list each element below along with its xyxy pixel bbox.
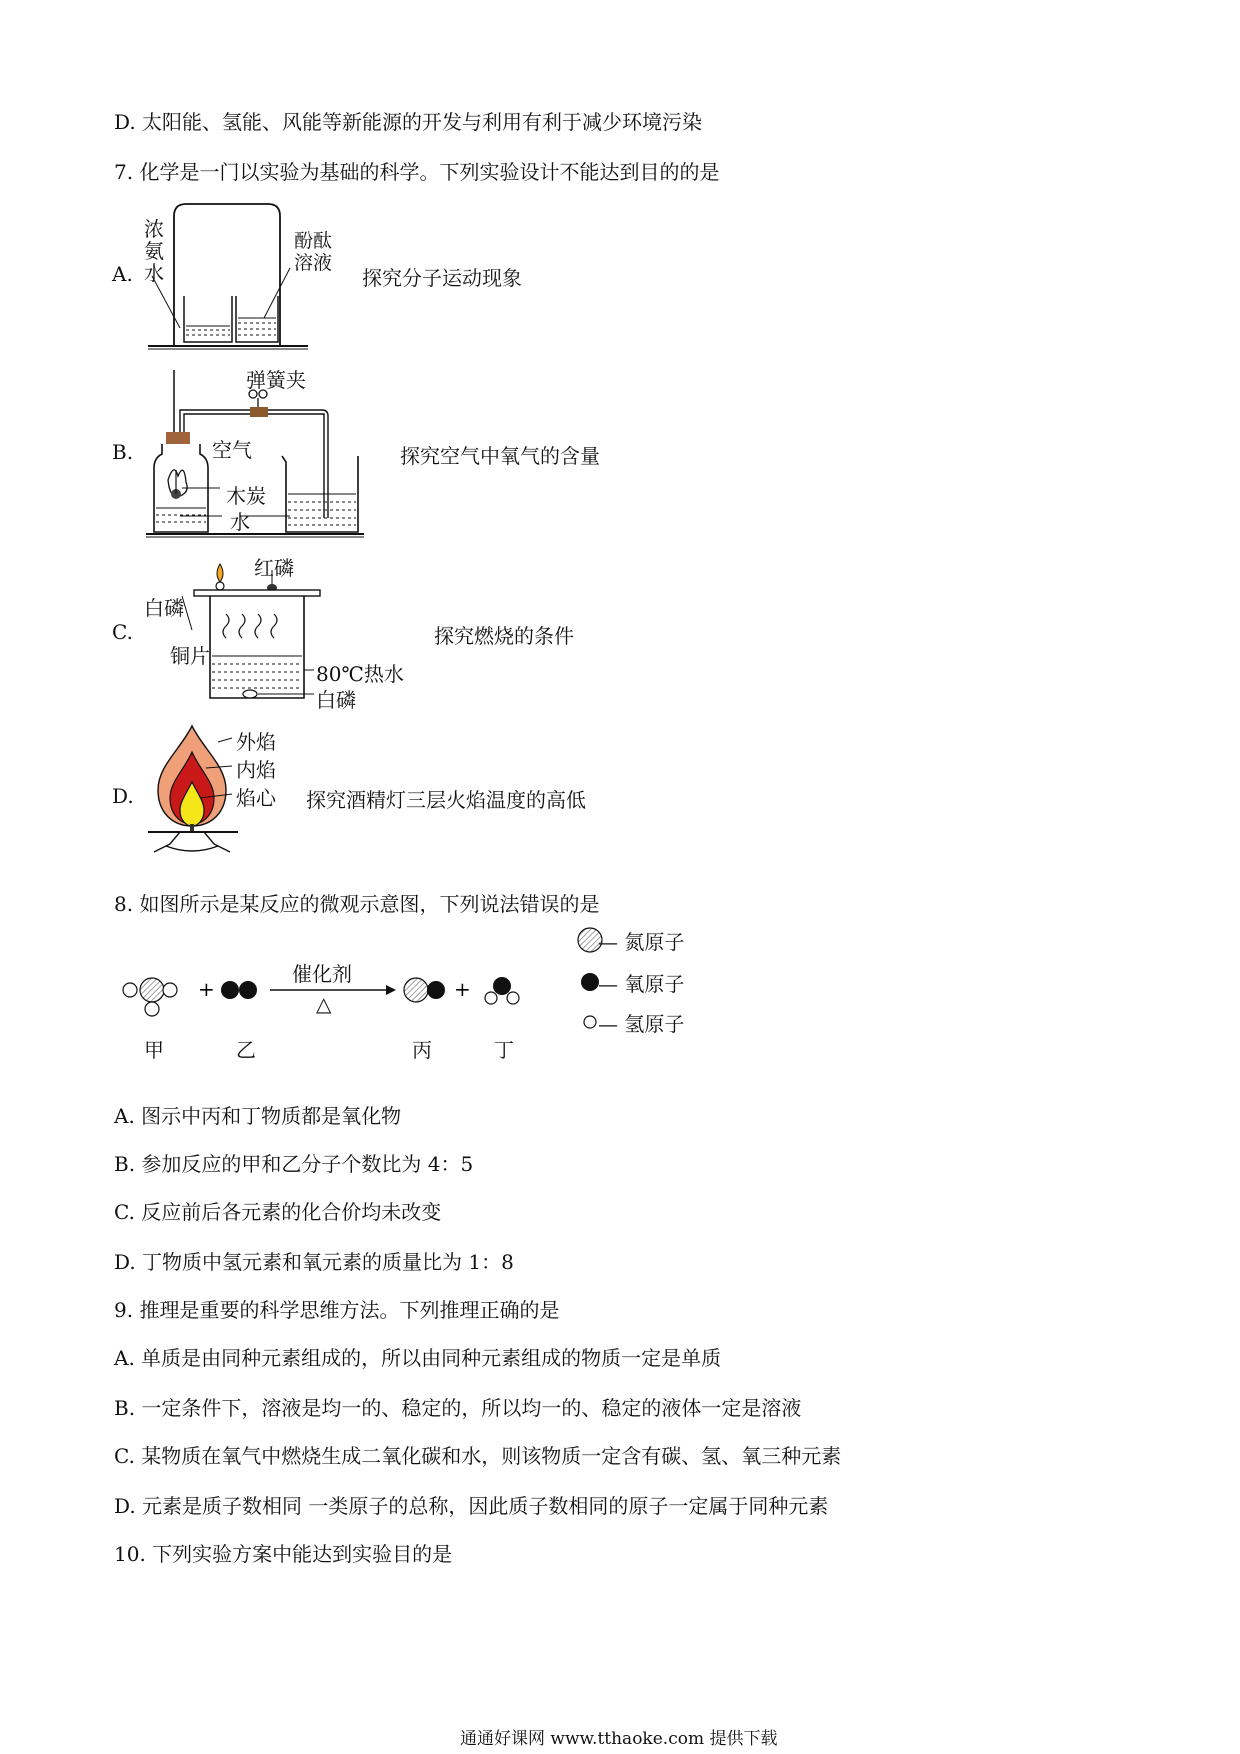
q9-stem: 9. 推理是重要的科学思维方法。下列推理正确的是 — [114, 1298, 560, 1322]
q8-name-yi: 乙 — [236, 1038, 256, 1062]
q7-c-diagram — [180, 560, 320, 710]
q8-name-ding: 丁 — [494, 1038, 514, 1062]
q7-a-phenol-label-1: 酚酞 — [294, 230, 333, 252]
q7-b-charcoal-label: 木炭 — [226, 484, 266, 508]
q8-legend-o: — 氧原子 — [598, 972, 685, 996]
q7-d-inner-label: 内焰 — [236, 758, 276, 782]
q8-option-c: C. 反应前后各元素的化合价均未改变 — [114, 1200, 442, 1224]
q7-a-phenol-label-2: 溶液 — [294, 252, 333, 274]
q7-b-text: 探究空气中氧气的含量 — [400, 444, 600, 468]
q7-c-red-p-label: 红磷 — [254, 556, 294, 580]
q7-d-letter: D. — [112, 784, 134, 808]
q7-d-text: 探究酒精灯三层火焰温度的高低 — [306, 788, 586, 812]
q8-catalyst-label: 催化剂 — [292, 962, 352, 986]
q9-option-d: D. 元素是质子数相同 一类原子的总称，因此质子数相同的原子一定属于同种元素 — [114, 1494, 829, 1518]
q7-c-letter: C. — [112, 620, 133, 644]
page-footer: 通通好课网 www.tthaoke.com 提供下载 — [460, 1729, 778, 1749]
q8-stem: 8. 如图所示是某反应的微观示意图，下列说法错误的是 — [114, 892, 600, 916]
q8-option-a: A. 图示中丙和丁物质都是氧化物 — [114, 1104, 402, 1128]
q7-c-white-p-top-label: 白磷 — [144, 596, 184, 620]
q8-legend-n: — 氮原子 — [598, 930, 685, 954]
q9-option-a: A. 单质是由同种元素组成的，所以由同种元素组成的物质一定是单质 — [114, 1346, 722, 1370]
q7-b-water-label: 水 — [230, 510, 250, 534]
q8-heat-symbol: △ — [316, 992, 332, 1016]
q7-c-text: 探究燃烧的条件 — [434, 624, 574, 648]
q7-a-text: 探究分子运动现象 — [362, 266, 522, 290]
q7-a-ammonia-label: 浓氨水 — [144, 217, 164, 285]
q8-option-b: B. 参加反应的甲和乙分子个数比为 4：5 — [114, 1152, 474, 1176]
q7-c-white-p-bottom-label: 白磷 — [316, 688, 356, 712]
q6-option-d: D. 太阳能、氢能、风能等新能源的开发与利用有利于减少环境污染 — [114, 110, 703, 134]
q10-stem: 10. 下列实验方案中能达到实验目的是 — [114, 1542, 453, 1566]
q8-legend-h: — 氢原子 — [598, 1012, 685, 1036]
q7-c-hot-water-label: 80℃热水 — [316, 662, 404, 686]
q8-plus-1: + — [198, 977, 215, 1001]
q7-stem: 7. 化学是一门以实验为基础的科学。下列实验设计不能达到目的的是 — [114, 160, 720, 184]
q7-d-core-label: 焰心 — [236, 786, 276, 810]
q8-name-jia: 甲 — [144, 1038, 164, 1062]
q7-b-air-label: 空气 — [212, 438, 252, 462]
q8-name-bing: 丙 — [412, 1038, 432, 1062]
q8-option-d: D. 丁物质中氢元素和氧元素的质量比为 1：8 — [114, 1250, 514, 1274]
q7-d-outer-label: 外焰 — [236, 730, 276, 754]
q7-b-clip-label: 弹簧夹 — [246, 368, 306, 392]
q7-b-letter: B. — [112, 440, 134, 464]
q8-plus-2: + — [454, 977, 471, 1001]
q7-b-diagram — [140, 370, 370, 540]
q9-option-b: B. 一定条件下，溶液是均一的、稳定的，所以均一的、稳定的液体一定是溶液 — [114, 1396, 802, 1420]
q7-a-letter: A. — [112, 262, 133, 286]
q9-option-c: C. 某物质在氧气中燃烧生成二氧化碳和水，则该物质一定含有碳、氢、氧三种元素 — [114, 1444, 842, 1468]
q7-c-copper-label: 铜片 — [170, 644, 210, 668]
